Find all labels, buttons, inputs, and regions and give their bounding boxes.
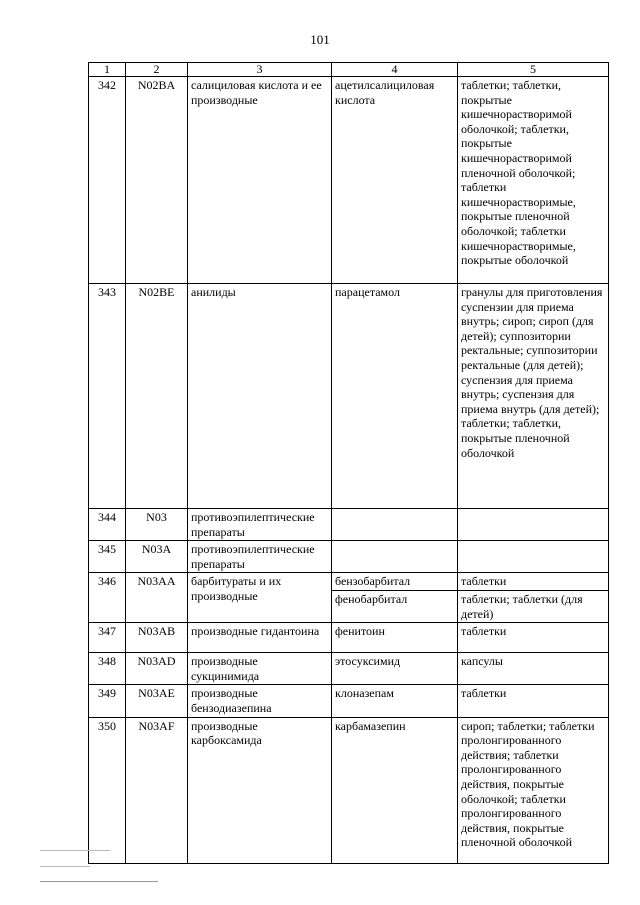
dosage-form: сироп; таблетки; таблетки пролонгированного действия; таблетки пролонгированного действия, покрытые оболочкой; таблетки пролонгированного действия, покрытые пленочной оболочкой <box>458 717 609 863</box>
dosage-form: таблетки <box>458 573 609 591</box>
row-number: 348 <box>89 653 126 685</box>
table-row <box>89 77 609 284</box>
pharm-group: производные карбоксамида <box>188 717 332 863</box>
atc-code: N03AB <box>126 623 188 653</box>
pharm-group: производные гидантоина <box>188 623 332 653</box>
dosage-form: капсулы <box>458 653 609 685</box>
pharm-group: барбитураты и их производные <box>188 573 332 623</box>
pharm-group: противоэпилептические препараты <box>188 541 332 573</box>
row-number: 350 <box>89 717 126 863</box>
table-row <box>89 573 609 591</box>
row-number: 342 <box>89 77 126 284</box>
row-number: 343 <box>89 284 126 509</box>
row-number: 349 <box>89 685 126 717</box>
table-row <box>89 653 609 685</box>
scan-artifact <box>40 848 170 898</box>
row-number: 346 <box>89 573 126 623</box>
table-row <box>89 509 609 541</box>
dosage-form: таблетки; таблетки, покрытые кишечнорастворимой оболочкой; таблетки, покрытые кишечнорастворимой пленочной оболочкой; таблетки кишечнорастворимые, покрытые пленочной оболочкой; таблетки кишечнорастворимые, покрытые оболочкой <box>458 77 609 284</box>
dosage-form: таблетки <box>458 685 609 717</box>
atc-code: N03AF <box>126 717 188 863</box>
drug-table <box>88 62 609 864</box>
pharm-group: производные сукцинимида <box>188 653 332 685</box>
table-row <box>89 717 609 863</box>
atc-code: N03AA <box>126 573 188 623</box>
pharm-group: анилиды <box>188 284 332 509</box>
row-number: 347 <box>89 623 126 653</box>
drug-name: фенитоин <box>332 623 458 653</box>
drug-name: карбамазепин <box>332 717 458 863</box>
pharm-group: салициловая кислота и ее производные <box>188 77 332 284</box>
column-header: 4 <box>332 63 458 77</box>
dosage-form <box>458 509 609 541</box>
page-number: 101 <box>310 32 330 47</box>
pharm-group: противоэпилептические препараты <box>188 509 332 541</box>
dosage-form <box>458 541 609 573</box>
row-number: 345 <box>89 541 126 573</box>
drug-name: бензобарбитал <box>332 573 458 591</box>
table-row <box>89 541 609 573</box>
dosage-form: таблетки <box>458 623 609 653</box>
dosage-form: гранулы для приготовления суспензии для приема внутрь; сироп; сироп (для детей); суппозитории ректальные; суппозитории ректальные (для детей); суспензия для приема внутрь; суспензия для приема внутрь (для детей); таблетки; таблетки, покрытые пленочной оболочкой <box>458 284 609 509</box>
drug-name: парацетамол <box>332 284 458 509</box>
table-row <box>89 284 609 509</box>
row-number: 344 <box>89 509 126 541</box>
drug-name: ацетилсалициловая кислота <box>332 77 458 284</box>
table-header-row <box>89 63 609 77</box>
atc-code: N03AD <box>126 653 188 685</box>
column-header: 5 <box>458 63 609 77</box>
dosage-form: таблетки; таблетки (для детей) <box>458 590 609 622</box>
atc-code: N03AE <box>126 685 188 717</box>
atc-code: N03A <box>126 541 188 573</box>
column-header: 1 <box>89 63 126 77</box>
atc-code: N03 <box>126 509 188 541</box>
column-header: 2 <box>126 63 188 77</box>
table-row <box>89 685 609 717</box>
drug-name <box>332 541 458 573</box>
atc-code: N02BE <box>126 284 188 509</box>
column-header: 3 <box>188 63 332 77</box>
drug-name: клоназепам <box>332 685 458 717</box>
atc-code: N02BA <box>126 77 188 284</box>
drug-name: фенобарбитал <box>332 590 458 622</box>
drug-name: этосуксимид <box>332 653 458 685</box>
table-row <box>89 623 609 653</box>
pharm-group: производные бензодиазепина <box>188 685 332 717</box>
drug-name <box>332 509 458 541</box>
